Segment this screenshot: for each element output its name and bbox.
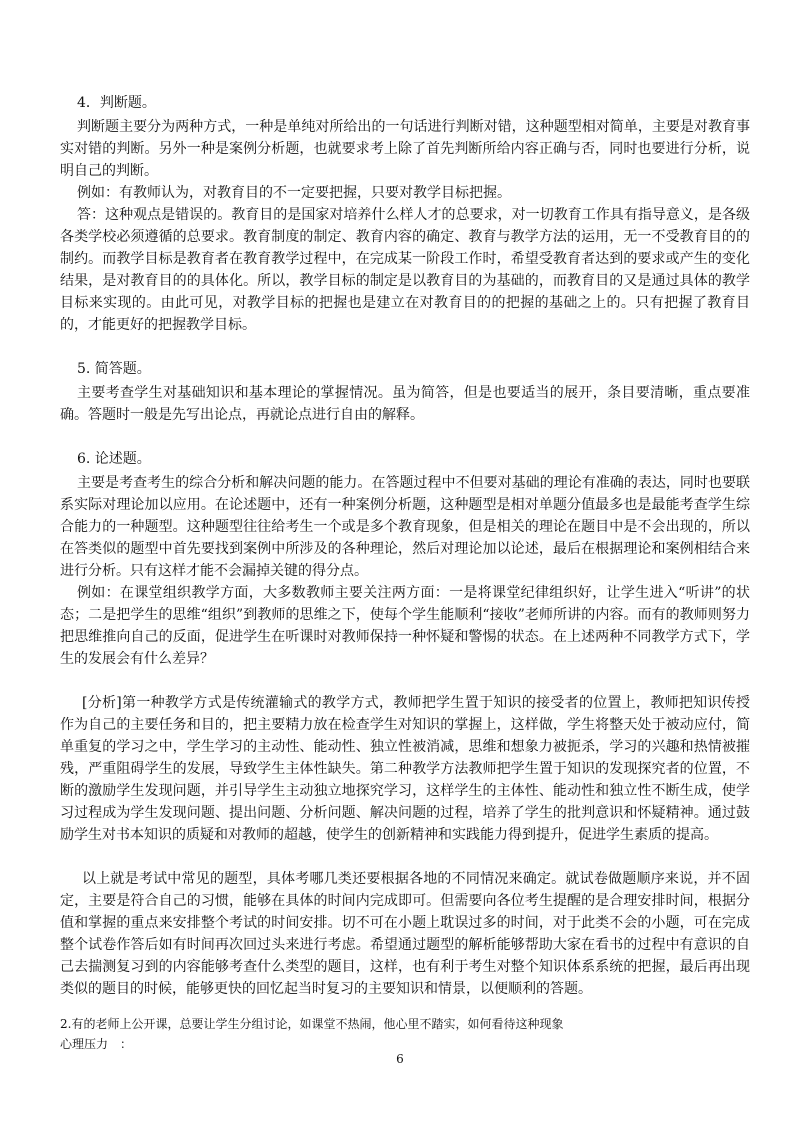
spacer [60, 426, 750, 448]
paragraph: 主要考查学生对基础知识和基本理论的掌握情况。虽为简答，但是也要适当的展开，条目要清晰，重点要准确。答题时一般是先写出论点，再就论点进行自由的解释。 [60, 385, 750, 423]
handwritten-note-block [60, 1014, 750, 1054]
spacer [60, 846, 750, 868]
answer-paragraph: 答：这种观点是错误的。教育目的是国家对培养什么样人才的总要求，对一切教育工作具有指导意义，是各级各类学校必须遵循的总要求。教育制度的制定、教育内容的确定、教育与教学方法的运用，无一不受教育目的的制约。而教学目标是教育者在教育教学过程中，在完成某一阶段工作时，希望受教育者达到的要求或产生的变化结果，是对教育目的的具体化。所以，教学目标的制定是以教育目的为基础的，而教育目的又是通过具体的教学目标来实现的。由此可见，对教学目标的把握也是建立在对教育目的的把握的基础之上的。只有把握了教育目的，才能更好的把握教学目标。 [60, 207, 750, 333]
paragraph: 主要是考查考生的综合分析和解决问题的能力。在答题过程中不但要对基础的理论有准确的表达，同时也要联系实际对理论加以应用。在论述题中，还有一种案例分析题，这种题型是相对单题分值最多也是最能考查学生综合能力的一种题型。这种题型往往给考生一个或是多个教育现象，但是相关的理论在题目中是不会出现的，所以在答类似的题型中首先要找到案例中所涉及的各种理论，然后对理论加以论述，最后在根据理论和案例相结合来进行分析。只有这样才能不会漏掉关键的得分点。 [60, 475, 750, 579]
section-heading-judgement: 4．判断题。 [77, 95, 156, 111]
example-paragraph: 例如：有教师认为，对教育目的不一定要把握，只要对教学目标把握。 [77, 185, 511, 201]
page-content [60, 92, 750, 1054]
analysis-paragraph: [分析]第一种教学方式是传统灌输式的教学方式，教师把学生置于知识的接受者的位置上，教师把知识传授作为自己的主要任务和目的，把主要精力放在检查学生对知识的掌握上，这样做，学生将整天处于被动应付，简单重复的学习之中，学生学习的主动性、能动性、独立性被消减，思维和想象力被扼杀，学习的兴趣和热情被摧残，严重阻碍学生的发展，导致学生主体性缺失。第二种教学方法教师把学生置于知识的发现探究者的位置，不断的激励学生发现问题，并引导学生主动独立地探究学习，这样学生的主体性、能动性和独立性不断生成，使学习过程成为学生发现问题、提出问题、分析问题、解决问题的过程，培养了学生的批判意识和怀疑精神。通过鼓励学生对书本知识的质疑和对教师的超越，使学生的创新精神和实践能力得到提升，促进学生素质的提高。 [60, 695, 750, 843]
summary-paragraph: 以上就是考试中常见的题型，具体考哪几类还要根据各地的不同情况来确定。就试卷做题顺序来说，并不固定，主要是符合自己的习惯，能够在具体的时间内完成即可。但需要向各位考生提醒的是合理安排时间，根据分值和掌握的重点来安排整个考试的时间安排。切不可在小题上耽误过多的时间，对于此类不会的小题，可在完成整个试卷作答后如有时间再次回过头来进行考虑。希望通过题型的解析能够帮助大家在看书的过程中有意识的自己去揣测复习到的内容能够考查什么类型的题目，这样，也有利于考生对整个知识体系系统的把握，最后再出现类似的题目的时候，能够更快的回忆起当时复习的主要知识和情景，以便顺利的答题。 [60, 871, 750, 997]
spacer [60, 336, 750, 358]
paragraph: 判断题主要分为两种方式，一种是单纯对所给出的一句话进行判断对错，这种题型相对简单，主要是对教育事实对错的判断。另外一种是案例分析题，也就要求考上除了首先判断所给内容正确与否，同时也要进行分析，说明自己的判断。 [60, 119, 750, 179]
section-heading-essay: 6. 论述题。 [77, 451, 151, 467]
example-paragraph: 例如：在课堂组织教学方面，大多数教师主要关注两方面：一是将课堂纪律组织好，让学生进入“听讲”的状态；二是把学生的思维“组织”到教师的思维之下，使每个学生能顺利“接收”老师所讲的内容。而有的教师则努力把思维推向自己的反面，促进学生在听课时对教师保持一种怀疑和警惕的状态。在上述两种不同教学方式下，学生的发展会有什么差异？ [60, 585, 750, 667]
page-number: 6 [396, 1052, 404, 1066]
note-question: 2.有的老师上公开课，总要让学生分组讨论，如课堂不热闹，他心里不踏实，如何看待这种现象 [60, 1017, 564, 1031]
section-heading-short-answer: 5. 简答题。 [77, 361, 151, 377]
note-answer: 心理压力 ： [60, 1037, 133, 1051]
spacer [60, 670, 750, 692]
